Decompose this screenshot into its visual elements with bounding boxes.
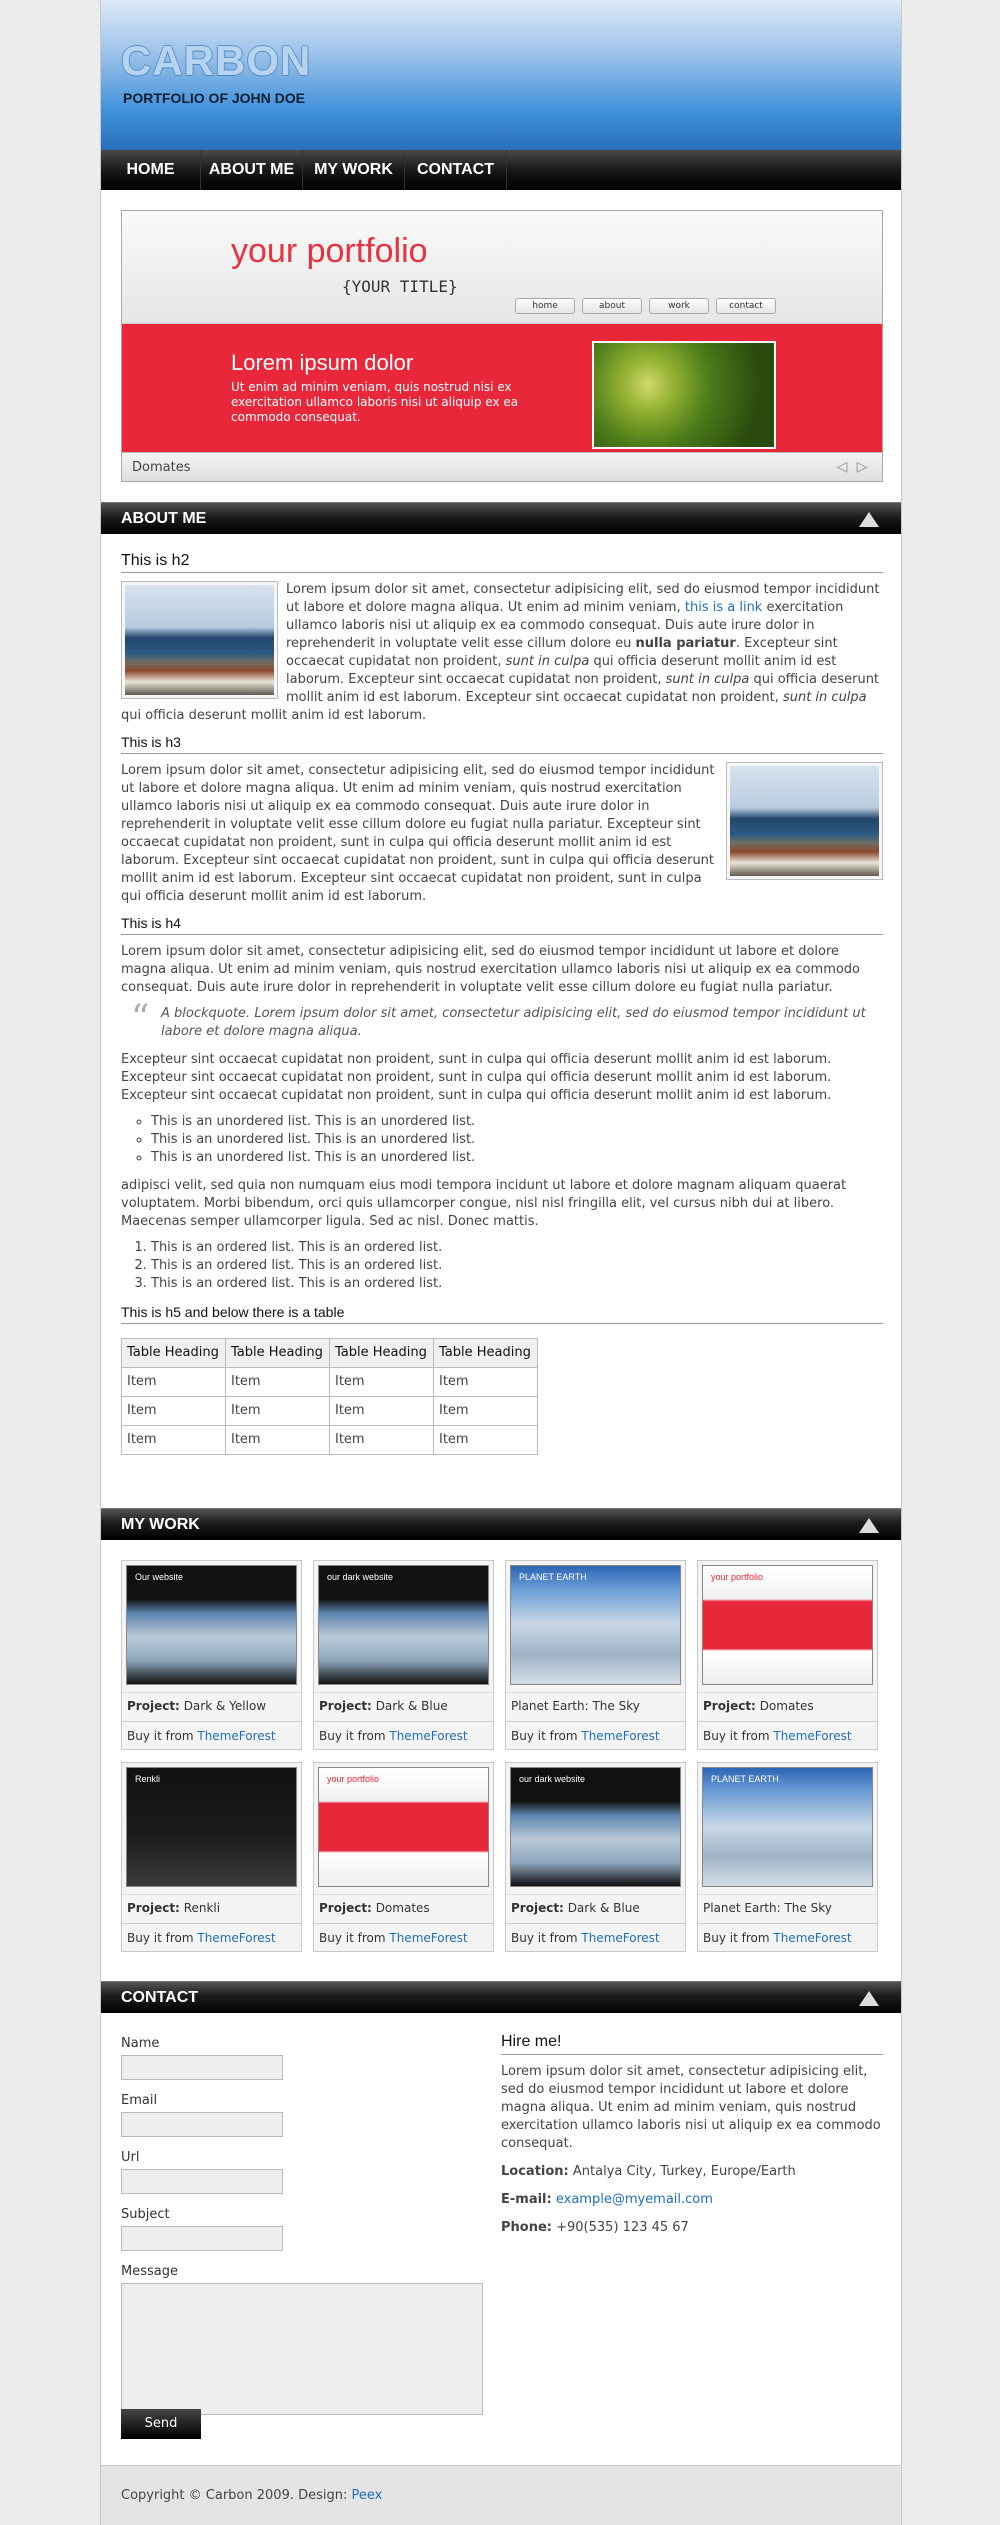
- hire-panel: [501, 2033, 883, 2245]
- phone-label: Phone:: [501, 2220, 552, 2235]
- blockquote: [121, 998, 883, 1041]
- thumbnail-title: Renkli: [135, 1774, 161, 1784]
- project-label: Project:: [127, 1901, 180, 1915]
- portfolio-card[interactable]: [121, 1560, 302, 1750]
- table-cell: Item: [122, 1397, 226, 1426]
- table-cell: Item: [434, 1426, 538, 1455]
- buy-prefix: Buy it from: [319, 1729, 386, 1743]
- project-label: Project:: [127, 1699, 180, 1713]
- project-name: Dark & Blue: [567, 1901, 640, 1915]
- buy-prefix: Buy it from: [511, 1931, 578, 1945]
- list-item: 3. This is an ordered list. This is an ordered list.: [151, 1275, 883, 1293]
- themeforest-link[interactable]: ThemeForest: [389, 1729, 468, 1743]
- thumbnail-title: our dark website: [327, 1572, 394, 1582]
- message-label: Message: [121, 2264, 178, 2279]
- subject-input[interactable]: [121, 2226, 283, 2251]
- about-section-title: ABOUT ME: [121, 510, 207, 527]
- data-table: [121, 1338, 538, 1455]
- tomato-image: [592, 341, 776, 449]
- slider-caption-bar: [122, 452, 882, 481]
- project-caption: [698, 1894, 877, 1921]
- project-label: Project:: [511, 1901, 564, 1915]
- about-section-bar: [101, 502, 901, 534]
- heading-h4: This is h4: [121, 914, 883, 935]
- table-cell: Item: [330, 1426, 434, 1455]
- buy-line: [698, 1721, 877, 1749]
- nav-about[interactable]: ABOUT ME: [201, 150, 303, 190]
- location-label: Location:: [501, 2164, 569, 2179]
- themeforest-link[interactable]: ThemeForest: [581, 1729, 660, 1743]
- portfolio-card[interactable]: [697, 1560, 878, 1750]
- email-link[interactable]: example@myemail.com: [555, 2192, 713, 2207]
- p1-text-d: qui officia deserunt mollit anim id est laborum. Excepteur sint occaecat cupidatat non proident,: [286, 654, 837, 687]
- unordered-list: [151, 1113, 883, 1167]
- project-caption: [314, 1692, 493, 1719]
- portfolio-card[interactable]: [505, 1762, 686, 1952]
- nav-work[interactable]: MY WORK: [303, 150, 405, 190]
- about-content: [121, 552, 883, 1455]
- table-row: [122, 1426, 538, 1455]
- paragraph-3: Lorem ipsum dolor sit amet, consectetur adipisicing elit, sed do eiusmod tempor incididunt ut labore et dolore magna aliqua. Ut enim ad minim veniam, quis nostrud exercitation ullamco laboris nisi ut aliquip ex ea commodo consequat. Duis aute irure dolor in reprehenderit in voluptate velit esse cillum dolore eu fugiat nulla pariatur.: [121, 944, 861, 995]
- table-heading: Table Heading: [434, 1339, 538, 1368]
- nav-contact[interactable]: CONTACT: [405, 150, 507, 190]
- portfolio-card[interactable]: [121, 1762, 302, 1952]
- paragraph-4: Excepteur sint occaecat cupidatat non proident, sunt in culpa qui officia deserunt mollit anim id est laborum. Excepteur sint occaecat cupidatat non proident, sunt in culpa qui officia deserunt mollit anim id est laborum. Excepteur sint occaecat cupidatat non proident, sunt in culpa qui officia deserunt mollit anim id est laborum.: [121, 1052, 832, 1103]
- project-thumbnail[interactable]: [318, 1767, 489, 1887]
- next-arrow-icon[interactable]: ▷: [856, 459, 868, 475]
- collapse-up-icon[interactable]: [859, 512, 879, 527]
- project-thumbnail[interactable]: [510, 1767, 681, 1887]
- work-section-bar: [101, 1508, 901, 1540]
- buy-prefix: Buy it from: [127, 1931, 194, 1945]
- project-thumbnail[interactable]: [126, 1767, 297, 1887]
- thumbnail-title: your portfolio: [711, 1572, 764, 1582]
- buy-line: [122, 1721, 301, 1749]
- name-input[interactable]: [121, 2055, 283, 2080]
- message-textarea[interactable]: [121, 2283, 483, 2415]
- themeforest-link[interactable]: ThemeForest: [197, 1729, 276, 1743]
- table-cell: Item: [330, 1368, 434, 1397]
- project-thumbnail[interactable]: [702, 1565, 873, 1685]
- site-header: [101, 0, 901, 150]
- p1-text-b: exercitation ullamco laboris nisi ut aliquip ex ea commodo consequat. Duis aute irure dolor in reprehenderit in voluptate velit esse cillum dolore eu: [286, 600, 844, 651]
- project-name: Domates: [375, 1901, 430, 1915]
- collapse-up-icon[interactable]: [859, 1991, 879, 2006]
- p1-text-c: . Excepteur sint occaecat cupidatat non proident,: [286, 636, 838, 669]
- nav-home[interactable]: HOME: [101, 150, 201, 190]
- project-caption: [506, 1894, 685, 1921]
- table-heading: Table Heading: [122, 1339, 226, 1368]
- project-thumbnail[interactable]: [318, 1565, 489, 1685]
- buy-prefix: Buy it from: [319, 1931, 386, 1945]
- location-line: [501, 2163, 883, 2181]
- table-row: [122, 1368, 538, 1397]
- project-caption: [506, 1692, 685, 1719]
- project-label: Project:: [319, 1901, 372, 1915]
- table-cell: Item: [434, 1368, 538, 1397]
- blockquote-text: A blockquote. Lorem ipsum dolor sit amet, consectetur adipisicing elit, sed do eiusmod tempor incididunt ut labore et dolore magna aliqua.: [161, 1006, 866, 1039]
- table-cell: Item: [226, 1368, 330, 1397]
- p1-text-f: qui officia deserunt mollit anim id est laborum.: [121, 708, 427, 723]
- slider-subtitle: {YOUR TITLE}: [342, 277, 458, 296]
- project-caption: [698, 1692, 877, 1719]
- logo[interactable]: CARBON: [121, 37, 312, 84]
- page-container: [100, 0, 902, 2525]
- coast-photo-right: [726, 762, 883, 880]
- work-section-title: MY WORK: [121, 1516, 200, 1533]
- main-nav: [101, 150, 901, 190]
- thumbnail-title: PLANET EARTH: [711, 1774, 779, 1784]
- p1-em-2: sunt in culpa: [665, 672, 750, 687]
- buy-prefix: Buy it from: [703, 1729, 770, 1743]
- list-item: 2. This is an ordered list. This is an ordered list.: [151, 1257, 883, 1275]
- email-line: [501, 2191, 883, 2209]
- project-name: Dark & Blue: [375, 1699, 448, 1713]
- project-name: Dark & Yellow: [183, 1699, 267, 1713]
- portfolio-card[interactable]: [505, 1560, 686, 1750]
- p1-em-1: sunt in culpa: [505, 654, 590, 669]
- contact-section-bar: [101, 1981, 901, 2013]
- email-input[interactable]: [121, 2112, 283, 2137]
- paragraph-2: Lorem ipsum dolor sit amet, consectetur adipisicing elit, sed do eiusmod tempor incididunt ut labore et dolore magna aliqua. Ut enim ad minim veniam, quis nostrud exercitation ullamco laboris nisi ut aliquip ex ea commodo consequat. Duis aute irure dolor in reprehenderit in voluptate velit esse cillum dolore eu fugiat nulla pariatur. Excepteur sint occaecat cupidatat non proident, sunt in culpa qui officia deserunt mollit anim id est laborum. Excepteur sint occaecat cupidatat non proident, sunt in culpa qui officia deserunt mollit anim id est laborum. Excepteur sint occaecat cupidatat non proident, sunt in culpa qui officia deserunt mollit anim id est laborum.: [121, 763, 715, 904]
- inline-link[interactable]: this is a link: [684, 600, 763, 615]
- list-item: ◦ This is an unordered list. This is an unordered list.: [151, 1113, 883, 1131]
- featured-slider: [121, 210, 883, 482]
- site-footer: [101, 2465, 901, 2525]
- location-value: Antalya City, Turkey, Europe/Earth: [572, 2164, 796, 2179]
- tagline: PORTFOLIO OF JOHN DOE: [123, 90, 306, 106]
- ordered-list: [151, 1239, 883, 1293]
- table-cell: Item: [226, 1397, 330, 1426]
- portfolio-card[interactable]: [697, 1762, 878, 1952]
- email-label: Email: [121, 2093, 158, 2108]
- contact-section-title: CONTACT: [121, 1989, 199, 2006]
- table-cell: Item: [434, 1397, 538, 1426]
- slider-tab-contact[interactable]: contact: [716, 298, 776, 314]
- themeforest-link[interactable]: ThemeForest: [581, 1931, 660, 1945]
- slider-tab-home[interactable]: home: [515, 298, 575, 314]
- list-item: 1. This is an ordered list. This is an ordered list.: [151, 1239, 883, 1257]
- copyright-text: Copyright © Carbon 2009. Design:: [121, 2488, 352, 2503]
- heading-h3: This is h3: [121, 733, 883, 754]
- send-button[interactable]: Send: [121, 2409, 201, 2439]
- thumbnail-title: Our website: [135, 1572, 184, 1582]
- slider-tab-work[interactable]: work: [649, 298, 709, 314]
- project-caption: [122, 1692, 301, 1719]
- project-caption: [314, 1894, 493, 1921]
- table-cell: Item: [122, 1368, 226, 1397]
- slider-slide: [122, 324, 882, 452]
- table-heading: Table Heading: [330, 1339, 434, 1368]
- slide-heading: Lorem ipsum dolor: [231, 350, 414, 375]
- slider-title: your portfolio: [231, 232, 428, 270]
- thumbnail-title: your portfolio: [327, 1774, 380, 1784]
- phone-value: +90(535) 123 45 67: [556, 2220, 689, 2235]
- project-label: Project:: [319, 1699, 372, 1713]
- paragraph-2-block: [121, 762, 883, 906]
- table-cell: Item: [122, 1426, 226, 1455]
- url-input[interactable]: [121, 2169, 283, 2194]
- paragraph-5: adipisci velit, sed quia non numquam eius modi tempora incidunt ut labore et dolore magnam aliquam quaerat voluptatem. Morbi bibendum, orci quis ullamcorper congue, nisl nisl fringilla elit, vel cursus nibh dui at libero. Maecenas semper ullamcorper ligula. Sed ac nisl. Donec mattis.: [121, 1178, 847, 1229]
- table-cell: Item: [330, 1397, 434, 1426]
- list-item: ◦ This is an unordered list. This is an unordered list.: [151, 1149, 883, 1167]
- copyright: [121, 2487, 382, 2505]
- coast-photo-left: [121, 581, 278, 699]
- buy-line: [314, 1721, 493, 1749]
- url-label: Url: [121, 2150, 140, 2165]
- themeforest-link[interactable]: ThemeForest: [197, 1931, 276, 1945]
- project-label: Project:: [703, 1699, 756, 1713]
- buy-prefix: Buy it from: [127, 1729, 194, 1743]
- slider-header: [122, 211, 882, 324]
- slider-caption: Domates: [132, 460, 191, 475]
- themeforest-link[interactable]: ThemeForest: [389, 1931, 468, 1945]
- hire-text: Lorem ipsum dolor sit amet, consectetur adipisicing elit, sed do eiusmod tempor incididunt ut labore et dolore magna aliqua. Ut enim ad minim veniam, quis nostrud exercitation ullamco laboris nisi ut aliquip ex ea commodo consequat.: [501, 2064, 881, 2151]
- p1-text-a: Lorem ipsum dolor sit amet, consectetur adipisicing elit, sed do eiusmod tempor incididunt ut labore et dolore magna aliqua. Ut enim ad minim veniam,: [286, 582, 880, 615]
- portfolio-card[interactable]: [313, 1560, 494, 1750]
- table-header-row: [122, 1339, 538, 1368]
- hire-title: Hire me!: [501, 2033, 883, 2055]
- name-label: Name: [121, 2036, 160, 2051]
- quote-icon: “: [131, 998, 150, 1039]
- table-heading: Table Heading: [226, 1339, 330, 1368]
- paragraph-1-block: [121, 581, 883, 725]
- subject-label: Subject: [121, 2207, 170, 2222]
- heading-h5: This is h5 and below there is a table: [121, 1303, 883, 1324]
- p1-em-3: sunt in culpa: [782, 690, 867, 705]
- themeforest-link[interactable]: ThemeForest: [773, 1931, 852, 1945]
- project-name: Planet Earth: The Sky: [511, 1699, 640, 1713]
- project-thumbnail[interactable]: [126, 1565, 297, 1685]
- p1-bold: nulla pariatur: [635, 636, 736, 651]
- p1-text-e: qui officia deserunt mollit anim id est laborum. Excepteur sint occaecat cupidatat non proident,: [286, 672, 880, 705]
- heading-h2: This is h2: [121, 552, 883, 573]
- buy-line: [698, 1923, 877, 1951]
- designer-link[interactable]: Peex: [351, 2488, 383, 2503]
- project-name: Domates: [759, 1699, 814, 1713]
- project-thumbnail[interactable]: [702, 1767, 873, 1887]
- list-item: ◦ This is an unordered list. This is an unordered list.: [151, 1131, 883, 1149]
- slide-text: Ut enim ad minim veniam, quis nostrud nisi ex exercitation ullamco laboris nisi ut aliquip ex ea commodo consequat.: [231, 380, 519, 424]
- thumbnail-title: PLANET EARTH: [519, 1572, 587, 1582]
- buy-line: [122, 1923, 301, 1951]
- buy-line: [314, 1923, 493, 1951]
- table-row: [122, 1397, 538, 1426]
- thumbnail-title: our dark website: [519, 1774, 586, 1784]
- project-name: Planet Earth: The Sky: [703, 1901, 832, 1915]
- buy-prefix: Buy it from: [703, 1931, 770, 1945]
- themeforest-link[interactable]: ThemeForest: [773, 1729, 852, 1743]
- contact-form: [121, 2035, 491, 2415]
- buy-prefix: Buy it from: [511, 1729, 578, 1743]
- buy-line: [506, 1923, 685, 1951]
- project-name: Renkli: [183, 1901, 221, 1915]
- slider-tab-about[interactable]: about: [582, 298, 642, 314]
- project-thumbnail[interactable]: [510, 1565, 681, 1685]
- prev-arrow-icon[interactable]: ◁: [836, 459, 848, 475]
- buy-line: [506, 1721, 685, 1749]
- table-cell: Item: [226, 1426, 330, 1455]
- collapse-up-icon[interactable]: [859, 1518, 879, 1533]
- portfolio-card[interactable]: [313, 1762, 494, 1952]
- phone-line: [501, 2219, 883, 2237]
- email-label-bold: E-mail:: [501, 2192, 552, 2207]
- project-caption: [122, 1894, 301, 1921]
